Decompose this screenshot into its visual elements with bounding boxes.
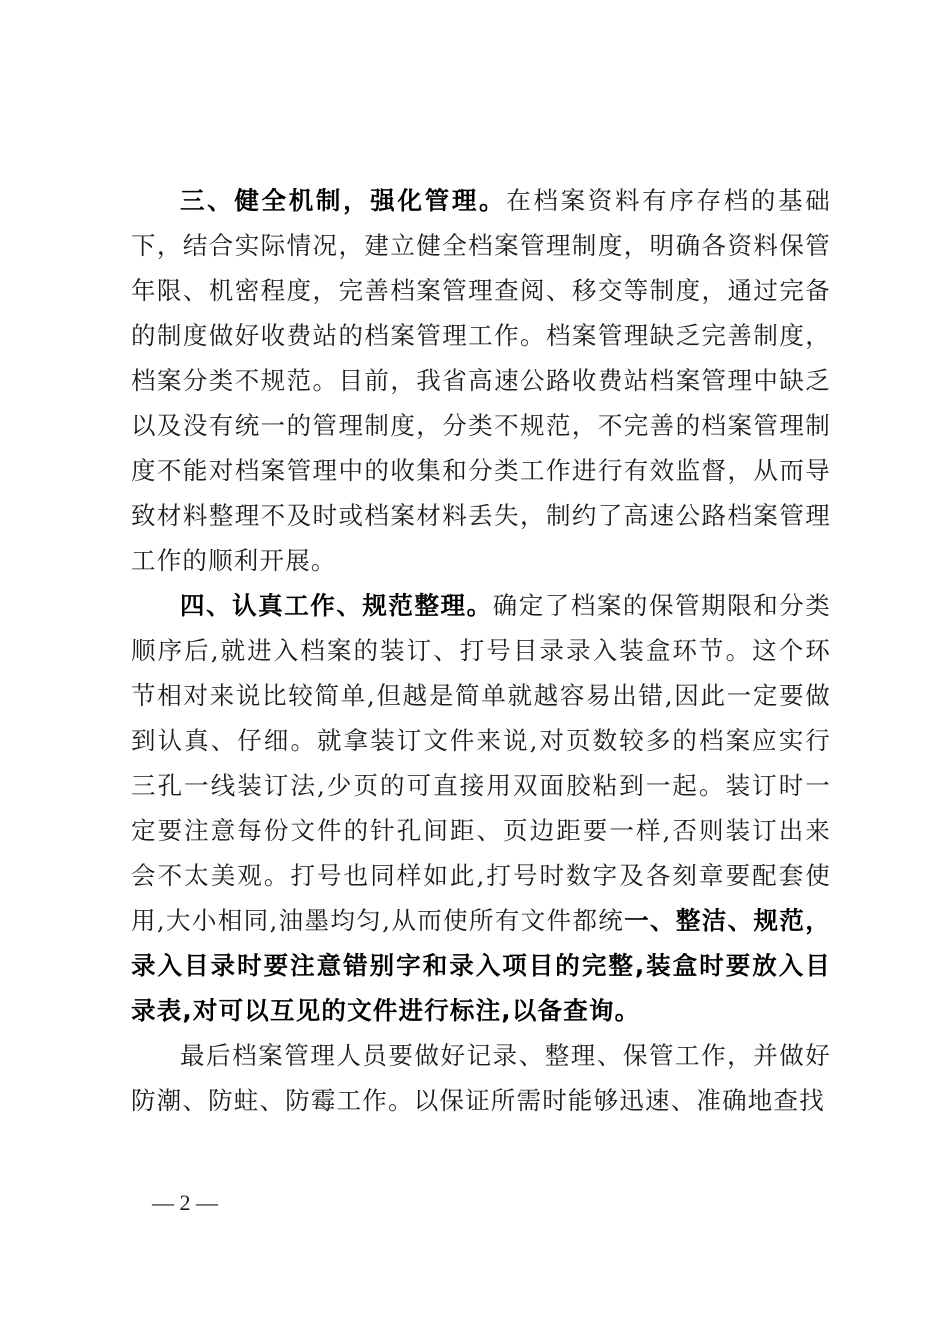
- section-4-bold-text: 一、整洁、规范，录入目录时要注意错别字和录入项目的完整,装盒时要放入目录表,对可以互见的文件进行标注,以备查询。: [131, 906, 831, 1025]
- section-4-text: 确定了档案的保管期限和分类顺序后,就进入档案的装订、打号目录录入装盒环节。这个环节相对来说比较简单,但越是简单就越容易出错,因此一定要做到认真、仔细。就拿装订文件来说,对页数较多的档案应实行三孔一线装订法,少页的可直接用双面胶粘到一起。装订时一定要注意每份文件的针孔间距、页边距要一样,否则装订出来会不太美观。打号也同样如此,打号时数字及各刻章要配套使用,大小相同,油墨均匀,从而使所有文件都统: [131, 591, 831, 935]
- page-number: — 2 —: [152, 1190, 218, 1215]
- paragraph-section-3: [131, 178, 831, 583]
- closing-text: 最后档案管理人员要做好记录、整理、保管工作，并做好防潮、防蛀、防霉工作。以保证所需时能够迅速、准确地查找: [131, 1041, 831, 1115]
- paragraph-section-4: [131, 583, 831, 1033]
- document-body: [131, 178, 831, 1123]
- section-4-heading: 四、认真工作、规范整理。: [180, 591, 493, 620]
- section-3-text: 在档案资料有序存档的基础下，结合实际情况，建立健全档案管理制度，明确各资料保管年限、机密程度，完善档案管理查阅、移交等制度，通过完备的制度做好收费站的档案管理工作。档案管理缺乏完善制度，档案分类不规范。目前，我省高速公路收费站档案管理中缺乏以及没有统一的管理制度，分类不规范，不完善的档案管理制度不能对档案管理中的收集和分类工作进行有效监督，从而导致材料整理不及时或档案材料丢失，制约了高速公路档案管理工作的顺利开展。: [131, 186, 831, 575]
- section-3-heading: 三、健全机制，强化管理。: [180, 186, 507, 215]
- paragraph-closing: [131, 1033, 831, 1123]
